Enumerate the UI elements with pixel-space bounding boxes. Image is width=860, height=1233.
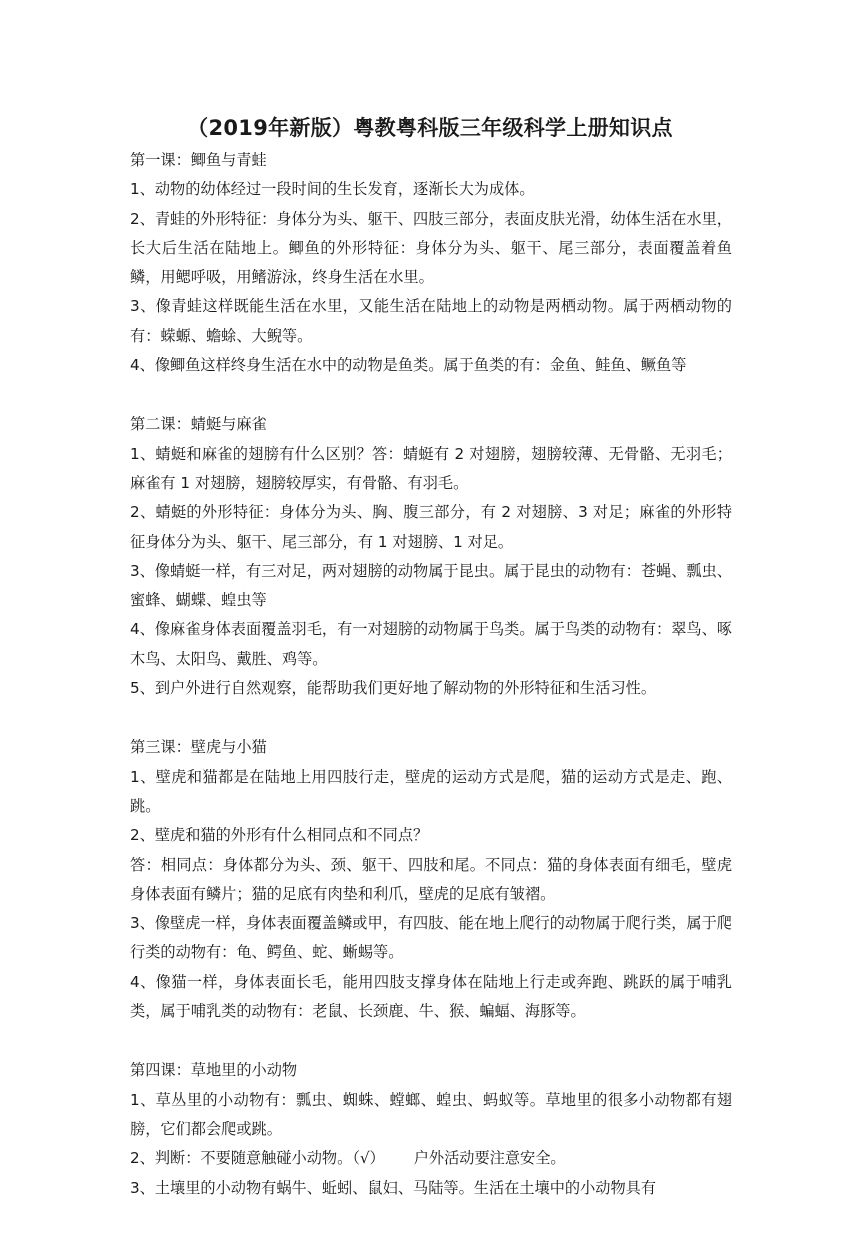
lesson-1-section: [130, 146, 732, 380]
lesson-2-item-4: 4、像麻雀身体表面覆盖羽毛，有一对翅膀的动物属于鸟类。属于鸟类的动物有：翠鸟、啄木鸟、太阳鸟、戴胜、鸡等。: [130, 620, 732, 668]
lesson-1-item-3: 3、像青蛙这样既能生活在水里，又能生活在陆地上的动物是两栖动物。属于两栖动物的有：蝾螈、蟾蜍、大鲵等。: [130, 297, 732, 345]
lesson-2-item-2: 2、蜻蜓的外形特征：身体分为头、胸、腹三部分，有 2 对翅膀、3 对足；麻雀的外形特征身体分为头、躯干、尾三部分，有 1 对翅膀、1 对足。: [130, 503, 732, 551]
lesson-1-item-1: 1、动物的幼体经过一段时间的生长发育，逐渐长大为成体。: [130, 180, 535, 199]
lesson-2-section: [130, 410, 732, 703]
lesson-4-heading: 第四课：草地里的小动物: [130, 1061, 298, 1080]
lesson-3-item-1: 1、壁虎和猫都是在陆地上用四肢行走，壁虎的运动方式是爬，猫的运动方式是走、跑、跳。: [130, 767, 732, 815]
lesson-4-section: [130, 1056, 732, 1202]
lesson-2-item-5: 5、到户外进行自然观察，能帮助我们更好地了解动物的外形特征和生活习性。: [130, 679, 657, 698]
lesson-4-item-2: 2、判断：不要随意触碰小动物。（√） 户外活动要注意安全。: [130, 1149, 566, 1168]
lesson-1-heading: 第一课：鲫鱼与青蛙: [130, 151, 267, 169]
lesson-3-item-3: 3、像壁虎一样，身体表面覆盖鳞或甲，有四肢、能在地上爬行的动物属于爬行类，属于爬行类的动物有：龟、鳄鱼、蛇、蜥蜴等。: [130, 914, 732, 962]
lesson-3-item-4: 4、像猫一样，身体表面长毛，能用四肢支撑身体在陆地上行走或奔跑、跳跃的属于哺乳类，属于哺乳类的动物有：老鼠、长颈鹿、牛、猴、蝙蝠、海豚等。: [130, 972, 732, 1021]
lesson-2-item-3: 3、像蜻蜓一样，有三对足，两对翅膀的动物属于昆虫。属于昆虫的动物有：苍蝇、瓢虫、蜜蜂、蝴蝶、蝗虫等: [130, 561, 732, 610]
lesson-2-heading: 第二课：蜻蜓与麻雀: [130, 415, 267, 434]
document-body: [130, 146, 732, 1233]
lesson-3-item-2: 2、壁虎和猫的外形有什么相同点和不同点？: [130, 826, 429, 845]
document-title: （2019年新版）粤教粤科版三年级科学上册知识点: [187, 116, 673, 140]
lesson-1-item-2: 2、青蛙的外形特征：身体分为头、躯干、四肢三部分，表面皮肤光滑，幼体生活在水里，长大后生活在陆地上。鲫鱼的外形特征：身体分为头、躯干、尾三部分，表面覆盖着鱼鳞，用鳃呼吸，用鳍游泳，终身生活在水里。: [130, 209, 732, 287]
lesson-4-item-1: 1、草丛里的小动物有：瓢虫、蜘蛛、螳螂、蝗虫、蚂蚁等。草地里的很多小动物都有翅膀，它们都会爬或跳。: [130, 1090, 732, 1138]
lesson-4-item-3: 3、土壤里的小动物有蜗牛、蚯蚓、鼠妇、马陆等。生活在土壤中的小动物具有: [130, 1178, 657, 1197]
lesson-2-item-1: 1、蜻蜓和麻雀的翅膀有什么区别？答：蜻蜓有 2 对翅膀，翅膀较薄、无骨骼、无羽毛；麻雀有 1 对翅膀，翅膀较厚实，有骨骼、有羽毛。: [130, 444, 732, 492]
lesson-3-answer: 答：相同点：身体都分为头、颈、躯干、四肢和尾。不同点：猫的身体表面有细毛，壁虎身体表面有鳞片；猫的足底有肉垫和利爪，壁虎的足底有皱褶。: [130, 855, 732, 903]
lesson-3-section: [130, 733, 732, 1026]
lesson-3-heading: 第三课：壁虎与小猫: [130, 738, 267, 757]
lesson-1-item-4: 4、像鲫鱼这样终身生活在水中的动物是鱼类。属于鱼类的有：金鱼、鲑鱼、鳜鱼等: [130, 356, 687, 375]
